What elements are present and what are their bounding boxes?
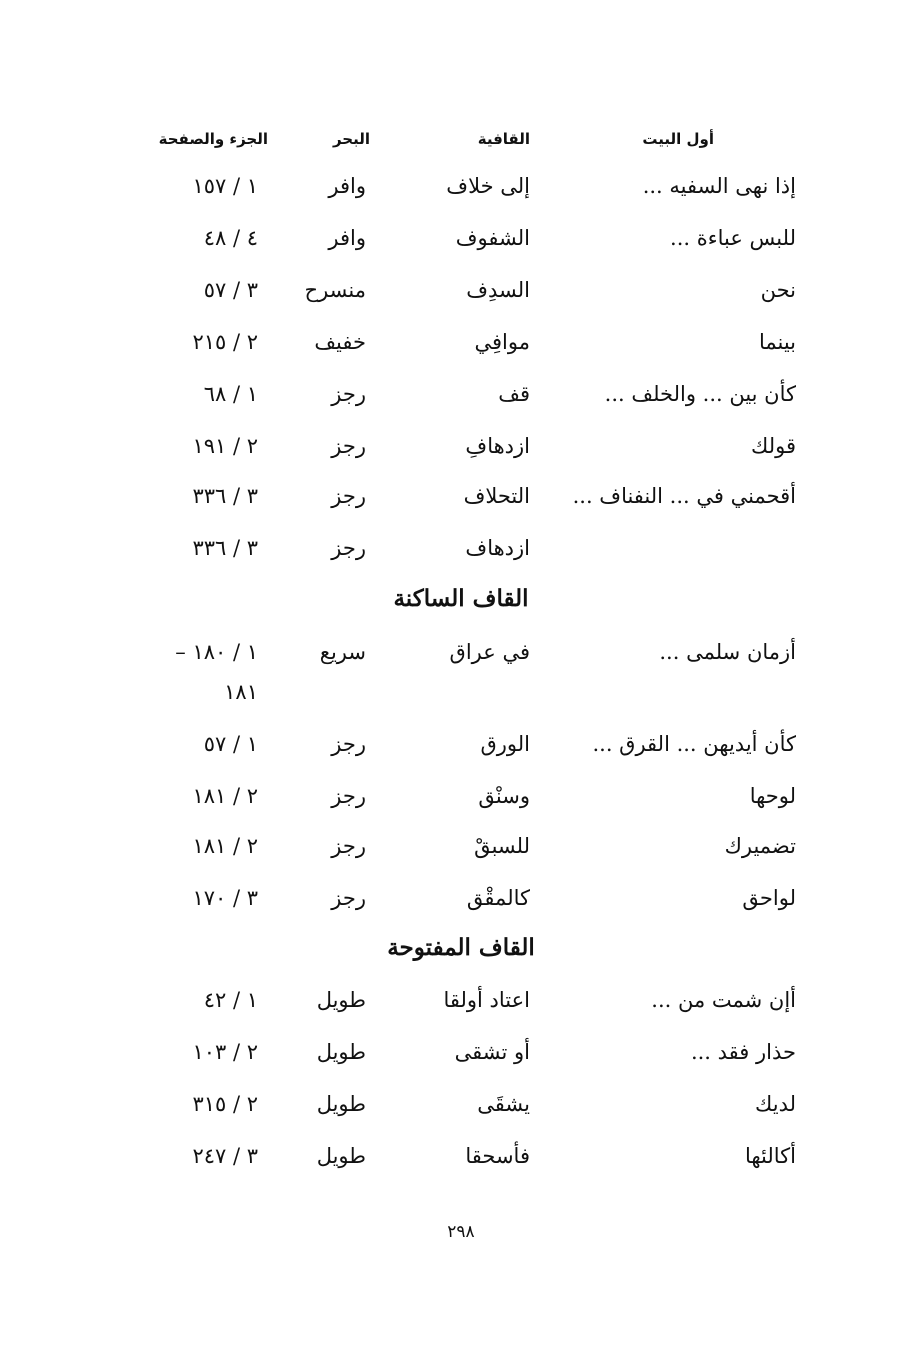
verse-start: لواحق bbox=[742, 886, 796, 910]
meter: رجز bbox=[331, 434, 366, 458]
meter: رجز bbox=[331, 886, 366, 910]
table-row bbox=[0, 1040, 922, 1080]
table-row bbox=[0, 732, 922, 772]
verse-start: أزمان سلمى ... bbox=[659, 640, 796, 664]
volume-page: ١ / ٦٨ bbox=[203, 382, 258, 406]
meter: طويل bbox=[316, 1144, 366, 1168]
meter: خفيف bbox=[314, 330, 366, 354]
table-row bbox=[0, 382, 922, 422]
meter: طويل bbox=[316, 1040, 366, 1064]
rhyme: للسبقْ bbox=[474, 834, 530, 858]
volume-page: ١ / ٥٧ bbox=[203, 732, 258, 756]
meter: رجز bbox=[331, 382, 366, 406]
rhyme: ازدهاف bbox=[465, 536, 530, 560]
meter: رجز bbox=[331, 484, 366, 508]
rhyme: كالمقْق bbox=[466, 886, 530, 910]
verse-start: كأن بين ... والخلف ... bbox=[604, 382, 796, 406]
rhyme: وسنْق bbox=[478, 784, 530, 808]
header-first-verse: أول البيت bbox=[642, 130, 714, 148]
volume-page: ١ / ٤٢ bbox=[203, 988, 258, 1012]
volume-page: ٢ / ٢١٥ bbox=[192, 330, 258, 354]
volume-page: ١ / ١٥٧ bbox=[192, 174, 258, 198]
verse-start: حذار فقد ... bbox=[690, 1040, 796, 1064]
rhyme: قف bbox=[498, 382, 530, 406]
table-row bbox=[0, 278, 922, 318]
rhyme: الشفوف bbox=[455, 226, 530, 250]
meter: رجز bbox=[331, 732, 366, 756]
meter: وافر bbox=[328, 226, 366, 250]
verse-start: تضميرك bbox=[724, 834, 796, 858]
meter: رجز bbox=[331, 834, 366, 858]
verse-start: قولك bbox=[751, 434, 796, 458]
verse-start: نحن bbox=[760, 278, 796, 302]
verse-start: لوحها bbox=[749, 784, 796, 808]
volume-page: ٢ / ١٨١ bbox=[192, 834, 258, 858]
meter: منسرح bbox=[304, 278, 366, 302]
table-row bbox=[0, 174, 922, 214]
volume-page: ٣ / ٣٣٦ bbox=[192, 536, 258, 560]
verse-start: أإن شمت من ... bbox=[651, 988, 796, 1012]
rhyme: موافِي bbox=[474, 330, 530, 354]
verse-start: بينما bbox=[758, 330, 796, 354]
table-row bbox=[0, 536, 922, 576]
header-bahr: البحر bbox=[332, 130, 370, 148]
volume-page: ٣ / ٣٣٦ bbox=[192, 484, 258, 508]
volume-page: ٤ / ٤٨ bbox=[203, 226, 258, 250]
table-row bbox=[0, 784, 922, 824]
meter: رجز bbox=[331, 536, 366, 560]
table-row bbox=[0, 1092, 922, 1132]
verse-start: إذا نهى السفيه ... bbox=[642, 174, 796, 198]
rhyme: الورق bbox=[480, 732, 530, 756]
rhyme: فأسحقا bbox=[465, 1144, 530, 1168]
volume-page: ٢ / ١٩١ bbox=[192, 434, 258, 458]
meter: رجز bbox=[331, 784, 366, 808]
meter: طويل bbox=[316, 1092, 366, 1116]
volume-page: ٣ / ٥٧ bbox=[203, 278, 258, 302]
meter: طويل bbox=[316, 988, 366, 1012]
table-row bbox=[0, 226, 922, 266]
volume-page: ٣ / ١٧٠ bbox=[192, 886, 258, 910]
section-title-maftuha: القاف المفتوحة bbox=[387, 934, 535, 961]
volume-page: ٣ / ٢٤٧ bbox=[192, 1144, 258, 1168]
header-qafia: القافية bbox=[477, 130, 530, 148]
rhyme: يشقَى bbox=[477, 1092, 530, 1116]
verse-start: لديك bbox=[755, 1092, 796, 1116]
rhyme: ازدهافِ bbox=[465, 434, 530, 458]
page-number: ٢٩٨ bbox=[447, 1222, 475, 1242]
volume-page: ٢ / ١٠٣ bbox=[192, 1040, 258, 1064]
volume-page: ٢ / ٣١٥ bbox=[192, 1092, 258, 1116]
verse-start: أقحمني في ... النفناف ... bbox=[572, 484, 796, 508]
verse-start: كأن أيديهن ... القرق ... bbox=[592, 732, 796, 756]
verse-start: أكالئها bbox=[744, 1144, 796, 1168]
table-row bbox=[0, 330, 922, 370]
verse-start: للبس عباءة ... bbox=[670, 226, 796, 250]
volume-page: ٢ / ١٨١ bbox=[192, 784, 258, 808]
section-title-sakina: القاف الساكنة bbox=[393, 585, 529, 612]
header-volume-page: الجزء والصفحة bbox=[158, 130, 268, 148]
table-row bbox=[0, 640, 922, 680]
rhyme: السدِف bbox=[466, 278, 530, 302]
table-row bbox=[0, 834, 922, 874]
rhyme: اعتاد أولقا bbox=[443, 988, 530, 1012]
volume-page: ١ / ١٨٠ – bbox=[175, 640, 258, 664]
rhyme: إلى خلاف bbox=[446, 174, 530, 198]
table-row bbox=[0, 988, 922, 1028]
rhyme: في عراق bbox=[449, 640, 530, 664]
meter: وافر bbox=[328, 174, 366, 198]
rhyme: أو تشقى bbox=[454, 1040, 530, 1064]
table-row bbox=[0, 434, 922, 474]
meter: سريع bbox=[319, 640, 366, 664]
table-row bbox=[0, 484, 922, 524]
table-row bbox=[0, 1144, 922, 1184]
rhyme: التحلاف bbox=[463, 484, 530, 508]
volume-page-continued: ١٨١ bbox=[224, 680, 258, 704]
table-row bbox=[0, 886, 922, 926]
